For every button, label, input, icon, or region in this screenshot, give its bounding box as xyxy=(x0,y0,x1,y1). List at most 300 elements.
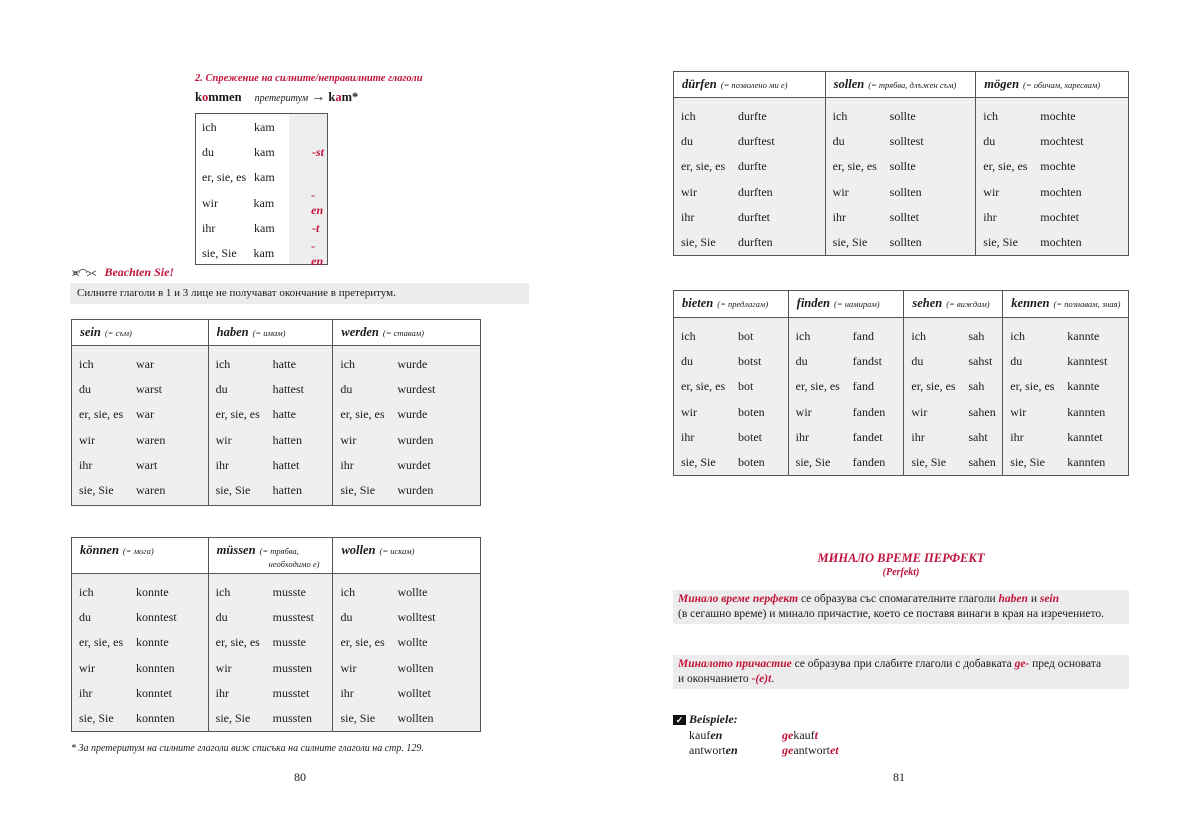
conjugation-row xyxy=(833,104,976,129)
verb-form: mochtest xyxy=(1040,134,1084,149)
person: ihr xyxy=(795,429,809,444)
conjugation-row xyxy=(216,453,333,478)
conjugation-row xyxy=(911,425,1002,450)
verb-gloss: (= ставам) xyxy=(382,328,424,338)
verb-form: wolltest xyxy=(397,610,436,625)
conjugation-row xyxy=(216,428,333,453)
person: ich xyxy=(215,357,231,372)
person: ihr xyxy=(79,457,93,472)
kommen-row xyxy=(196,115,327,140)
verb-form: saht xyxy=(968,429,988,444)
verb-gloss: (= обичам, харесвам) xyxy=(1023,80,1101,90)
person: sie, Sie xyxy=(215,483,251,498)
person: ihr xyxy=(340,457,354,472)
person: er, sie, es xyxy=(215,635,260,650)
perfekt-rule-2: Миналото причастие се образува при слабите глаголи с добавката ge- пред основата и окончанието -(e)t. xyxy=(673,655,1129,689)
person: du xyxy=(340,382,353,397)
conjugation-row xyxy=(340,428,480,453)
verb-form: wurdet xyxy=(397,457,431,472)
conjugation-row xyxy=(1010,425,1128,450)
verb-header xyxy=(904,291,1003,318)
verb-header xyxy=(1003,291,1129,318)
verb-form: mochten xyxy=(1040,235,1082,250)
person: du xyxy=(983,134,996,149)
verb-form: durften xyxy=(738,184,773,199)
verb-infinitive: können xyxy=(80,543,119,557)
verb-form: hatten xyxy=(272,483,302,498)
verb-infinitive: müssen xyxy=(216,543,256,557)
person: ich xyxy=(795,329,811,344)
verb-form: sollte xyxy=(889,159,916,174)
verb-header xyxy=(333,538,481,574)
conjugation-row xyxy=(79,706,208,731)
person: er, sie, es xyxy=(832,159,877,174)
verb-form: hatte xyxy=(272,407,296,422)
verb-form: warst xyxy=(136,382,162,397)
verb-form: wollte xyxy=(397,585,428,600)
conjugation-row xyxy=(681,349,788,374)
conjugation-column xyxy=(904,318,1003,476)
verb-form: durfte xyxy=(738,159,767,174)
conjugation-row xyxy=(796,324,904,349)
verb-form: wurden xyxy=(397,432,434,447)
verb-form: sah xyxy=(968,329,985,344)
kommen-table xyxy=(195,113,328,268)
person: ich xyxy=(215,585,231,600)
conjugation-row xyxy=(681,104,825,129)
conjugation-row xyxy=(216,605,333,630)
verb-header xyxy=(976,72,1129,98)
person: er, sie, es xyxy=(202,170,247,185)
person: ihr xyxy=(215,685,229,700)
person: sie, Sie xyxy=(911,455,947,470)
conjugation-row xyxy=(340,453,480,478)
beachten-header: ⪤◠⪥ Beachten Sie! xyxy=(72,265,175,279)
verb-gloss: (= съм) xyxy=(104,328,132,338)
person: er, sie, es xyxy=(795,379,840,394)
verb-gloss-cont: необходимо е) xyxy=(268,559,320,569)
verb-header xyxy=(208,320,333,346)
person: er, sie, es xyxy=(983,159,1028,174)
verb-infinitive: wollen xyxy=(341,543,376,557)
verb-form: war xyxy=(136,357,154,372)
conjugation-row xyxy=(340,681,480,706)
person: ihr xyxy=(983,209,997,224)
ending: -en xyxy=(311,188,324,218)
person: er, sie, es xyxy=(340,407,385,422)
person: ihr xyxy=(79,685,93,700)
person: sie, Sie xyxy=(202,246,237,260)
conjugation-row xyxy=(340,605,480,630)
verb-form: kannte xyxy=(1067,379,1100,394)
person: wir xyxy=(983,184,1000,199)
conjugation-row xyxy=(216,402,333,427)
beachten-note: Силните глаголи в 1 и 3 лице не получават окончание в претеритум. xyxy=(70,283,529,304)
person: ihr xyxy=(340,685,354,700)
conjugation-row xyxy=(681,450,788,475)
conjugation-row xyxy=(340,630,480,655)
conjugation-row xyxy=(833,154,976,179)
conjugation-row xyxy=(1010,324,1128,349)
verb-form: wollte xyxy=(397,635,428,650)
verb-form: fand xyxy=(852,329,874,344)
verb-form: sahst xyxy=(968,354,993,369)
conjugation-row xyxy=(340,402,480,427)
conjugation-table-sein-haben-werden xyxy=(71,319,481,506)
person: wir xyxy=(681,184,697,199)
person: du xyxy=(340,610,353,625)
conjugation-row xyxy=(681,425,788,450)
verb-gloss: (= трябва, длъжен съм) xyxy=(868,80,957,90)
verb-infinitive: mögen xyxy=(984,77,1020,91)
verb-form: fanden xyxy=(852,404,886,419)
person: ihr xyxy=(911,429,925,444)
verb-form: fandst xyxy=(852,354,882,369)
conjugation-column xyxy=(1003,318,1129,476)
person: ich xyxy=(911,329,927,344)
person: er, sie, es xyxy=(911,379,956,394)
conjugation-row xyxy=(681,180,825,205)
section-title: 2. Спрежение на силните/неправилните глаголи xyxy=(195,73,423,84)
conjugation-row xyxy=(983,104,1128,129)
person: ihr xyxy=(681,209,695,224)
kommen-row xyxy=(196,216,327,241)
kommen-line: kommen претеритум → kam* xyxy=(195,90,359,105)
verb-header xyxy=(208,538,333,574)
person: sie, Sie xyxy=(681,235,716,250)
example-participle-2: geantwortet xyxy=(782,743,839,757)
conjugation-row xyxy=(681,230,825,255)
verb-form: hatten xyxy=(272,432,302,447)
verb-form: mussten xyxy=(272,711,312,726)
conjugation-column xyxy=(333,346,481,506)
verb-form: durftest xyxy=(738,134,775,149)
verb-form: mochte xyxy=(1040,109,1076,124)
verb-infinitive: werden xyxy=(341,325,379,339)
verb-form: sah xyxy=(968,379,985,394)
conjugation-row xyxy=(1010,400,1128,425)
verb-form: war xyxy=(136,407,154,422)
verb-form: botet xyxy=(738,429,762,444)
person: wir xyxy=(340,432,357,447)
perfekt-title: МИНАЛО ВРЕМЕ ПЕРФЕКТ xyxy=(817,551,985,565)
verb-form: mochtet xyxy=(1040,209,1079,224)
conjugation-row xyxy=(216,630,333,655)
person: sie, Sie xyxy=(79,711,114,726)
verb-form: solltest xyxy=(889,134,924,149)
kommen-row xyxy=(196,188,327,218)
verb-form: kanntest xyxy=(1067,354,1108,369)
verb-form: konnte xyxy=(136,635,169,650)
verb-gloss: (= позволено ми е) xyxy=(720,80,788,90)
verb-form: mussten xyxy=(272,660,312,675)
checkmark-icon: ✓ xyxy=(673,715,686,725)
perfekt-subtitle: (Perfekt) xyxy=(882,567,920,578)
verb-infinitive: dürfen xyxy=(682,77,717,91)
conjugation-row xyxy=(1010,374,1128,399)
person: ich xyxy=(340,585,356,600)
verb-form: kam xyxy=(253,246,275,260)
conjugation-row xyxy=(79,478,208,503)
verb-header xyxy=(72,320,209,346)
conjugation-column xyxy=(72,574,209,732)
conjugation-table-strong-verbs xyxy=(673,290,1129,476)
conjugation-row xyxy=(833,129,976,154)
verb-infinitive: haben xyxy=(216,325,249,339)
person: wir xyxy=(1010,404,1027,419)
conjugation-row xyxy=(79,605,208,630)
verb-header xyxy=(674,291,789,318)
person: wir xyxy=(79,660,95,675)
conjugation-row xyxy=(983,129,1128,154)
person: er, sie, es xyxy=(681,379,726,394)
person: du xyxy=(832,134,845,149)
verb-infinitive: kennen xyxy=(1011,296,1050,310)
verb-form: kam xyxy=(254,170,275,185)
verb-form: sollte xyxy=(889,109,916,124)
verb-infinitive: sehen xyxy=(912,296,943,310)
person: du xyxy=(79,382,91,397)
verb-form: wolltet xyxy=(397,685,431,700)
verb-form: kam xyxy=(253,195,275,210)
conjugation-row xyxy=(911,400,1002,425)
verb-form: botst xyxy=(738,354,762,369)
person: er, sie, es xyxy=(340,635,385,650)
example-participle-1: gekauft xyxy=(782,728,818,742)
verb-form: durften xyxy=(738,235,773,250)
verb-form: musste xyxy=(272,635,306,650)
conjugation-row xyxy=(340,580,480,605)
conjugation-column xyxy=(976,98,1129,256)
verb-gloss: (= виждам) xyxy=(946,299,990,309)
verb-form: musste xyxy=(272,585,306,600)
verb-header xyxy=(72,538,209,574)
conjugation-row xyxy=(796,349,904,374)
ending: -st xyxy=(312,145,324,160)
conjugation-row xyxy=(79,656,208,681)
conjugation-column xyxy=(208,346,333,506)
conjugation-row xyxy=(911,374,1002,399)
person: du xyxy=(202,145,214,160)
conjugation-row xyxy=(79,377,208,402)
person: ich xyxy=(202,120,217,134)
verb-form: durfte xyxy=(738,109,767,124)
conjugation-row xyxy=(79,428,208,453)
verb-form: fanden xyxy=(852,455,886,470)
verb-form: mochten xyxy=(1040,184,1082,199)
example-row-2: antworten xyxy=(689,743,738,757)
person: ich xyxy=(681,329,696,344)
conjugation-row xyxy=(796,400,904,425)
verb-form: kannten xyxy=(1067,455,1106,470)
verb-form: wollten xyxy=(397,660,434,675)
person: ihr xyxy=(681,429,695,444)
verb-form: boten xyxy=(738,404,765,419)
verb-infinitive: sein xyxy=(80,325,101,339)
person: du xyxy=(911,354,924,369)
perfekt-rule-1: Минало време перфект се образува със спомагателните глаголи haben и sein (в сегашно време) и минало причастие, което се поставя винаги в края на изречението. xyxy=(673,590,1129,624)
person: wir xyxy=(215,432,232,447)
conjugation-row xyxy=(1010,450,1128,475)
person: sie, Sie xyxy=(79,483,114,498)
conjugation-row xyxy=(796,374,904,399)
person: du xyxy=(215,382,228,397)
verb-form: kam xyxy=(254,120,275,134)
conjugation-row xyxy=(681,324,788,349)
person: du xyxy=(79,610,91,625)
conjugation-row xyxy=(216,352,333,377)
conjugation-row xyxy=(79,580,208,605)
conjugation-row xyxy=(79,453,208,478)
verb-form: hatte xyxy=(272,357,296,372)
verb-gloss: (= искам) xyxy=(379,546,415,556)
conjugation-row xyxy=(911,324,1002,349)
person: wir xyxy=(911,404,928,419)
person: ich xyxy=(79,585,94,600)
verb-form: konnte xyxy=(136,585,169,600)
person: er, sie, es xyxy=(215,407,260,422)
verb-header xyxy=(674,72,826,98)
verb-header xyxy=(333,320,481,346)
conjugation-row xyxy=(79,402,208,427)
verb-header xyxy=(788,291,904,318)
verb-infinitive: finden xyxy=(796,296,830,310)
conjugation-row xyxy=(681,205,825,230)
verb-form: solltet xyxy=(889,209,919,224)
conjugation-row xyxy=(216,377,333,402)
verb-form: sahen xyxy=(968,404,996,419)
person: er, sie, es xyxy=(79,407,124,422)
conjugation-row xyxy=(796,450,904,475)
verb-form: wurden xyxy=(397,483,434,498)
conjugation-row xyxy=(833,180,976,205)
person: er, sie, es xyxy=(79,635,124,650)
verb-form: hattet xyxy=(272,457,300,472)
verb-gloss: (= предлагам) xyxy=(717,299,769,309)
example-row-1: kaufen xyxy=(689,728,723,742)
conjugation-row xyxy=(681,154,825,179)
verb-form: wurde xyxy=(397,357,428,372)
verb-form: bot xyxy=(738,379,754,394)
person: ihr xyxy=(202,220,216,235)
verb-infinitive: bieten xyxy=(682,296,714,310)
person: ihr xyxy=(832,209,846,224)
conjugation-row xyxy=(79,630,208,655)
verb-form: kam xyxy=(254,145,275,160)
verb-form: konntest xyxy=(136,610,177,625)
conjugation-row xyxy=(983,230,1128,255)
kommen-row xyxy=(196,140,327,165)
verb-form: sahen xyxy=(968,455,996,470)
verb-form: fandet xyxy=(852,429,883,444)
person: sie, Sie xyxy=(983,235,1018,250)
conjugation-column xyxy=(674,98,826,256)
ear-icon: ⪤◠⪥ xyxy=(72,267,96,279)
conjugation-row xyxy=(216,656,333,681)
page-number-left: 80 xyxy=(294,770,306,784)
person: ich xyxy=(832,109,848,124)
verb-form: mochte xyxy=(1040,159,1076,174)
verb-form: kam xyxy=(254,220,275,235)
person: sie, Sie xyxy=(340,483,376,498)
ending: -en xyxy=(311,238,324,268)
conjugation-row xyxy=(216,580,333,605)
verb-gloss: (= трябва, xyxy=(259,546,299,556)
conjugation-table-modal-2 xyxy=(673,71,1129,256)
verb-form: bot xyxy=(738,329,754,344)
person: wir xyxy=(795,404,812,419)
conjugation-row xyxy=(796,425,904,450)
verb-gloss: (= мога) xyxy=(122,546,154,556)
person: sie, Sie xyxy=(340,711,376,726)
conjugation-row xyxy=(983,180,1128,205)
person: sie, Sie xyxy=(1010,455,1045,470)
person: sie, Sie xyxy=(832,235,868,250)
verb-form: wurde xyxy=(397,407,428,422)
footnote: * За претеритум на силните глаголи виж списъка на силните глаголи на стр. 129. xyxy=(71,743,424,754)
verb-form: konnten xyxy=(136,660,175,675)
conjugation-column xyxy=(333,574,481,732)
conjugation-row xyxy=(340,377,480,402)
verb-form: kannte xyxy=(1067,329,1100,344)
ending: -t xyxy=(312,220,320,235)
conjugation-row xyxy=(340,478,480,503)
conjugation-row xyxy=(1010,349,1128,374)
verb-form: waren xyxy=(136,483,166,498)
person: wir xyxy=(202,195,218,210)
person: er, sie, es xyxy=(1010,379,1055,394)
person: ich xyxy=(983,109,998,124)
person: du xyxy=(681,134,693,149)
person: sie, Sie xyxy=(215,711,251,726)
verb-infinitive: sollen xyxy=(833,77,865,91)
verb-form: sollten xyxy=(889,235,922,250)
conjugation-row xyxy=(340,656,480,681)
person: ihr xyxy=(1010,429,1024,444)
verb-form: durftet xyxy=(738,209,770,224)
conjugation-column xyxy=(208,574,333,732)
person: wir xyxy=(681,404,697,419)
person: wir xyxy=(832,184,849,199)
person: wir xyxy=(215,660,232,675)
person: wir xyxy=(340,660,357,675)
kommen-row xyxy=(196,238,327,268)
conjugation-column xyxy=(825,98,976,256)
person: ich xyxy=(79,357,94,372)
conjugation-column xyxy=(674,318,789,476)
conjugation-row xyxy=(79,352,208,377)
conjugation-row xyxy=(681,129,825,154)
conjugation-row xyxy=(216,478,333,503)
verb-form: musstet xyxy=(272,685,310,700)
verb-form: waren xyxy=(136,432,166,447)
verb-form: boten xyxy=(738,455,765,470)
page-number-right: 81 xyxy=(893,770,905,784)
verb-header xyxy=(825,72,976,98)
conjugation-row xyxy=(983,154,1128,179)
verb-form: kanntet xyxy=(1067,429,1103,444)
verb-form: sollten xyxy=(889,184,922,199)
verb-form: wart xyxy=(136,457,158,472)
conjugation-row xyxy=(216,706,333,731)
conjugation-row xyxy=(681,374,788,399)
conjugation-row xyxy=(681,400,788,425)
conjugation-row xyxy=(911,450,1002,475)
person: sie, Sie xyxy=(795,455,831,470)
conjugation-column xyxy=(788,318,904,476)
conjugation-row xyxy=(911,349,1002,374)
verb-form: hattest xyxy=(272,382,304,397)
